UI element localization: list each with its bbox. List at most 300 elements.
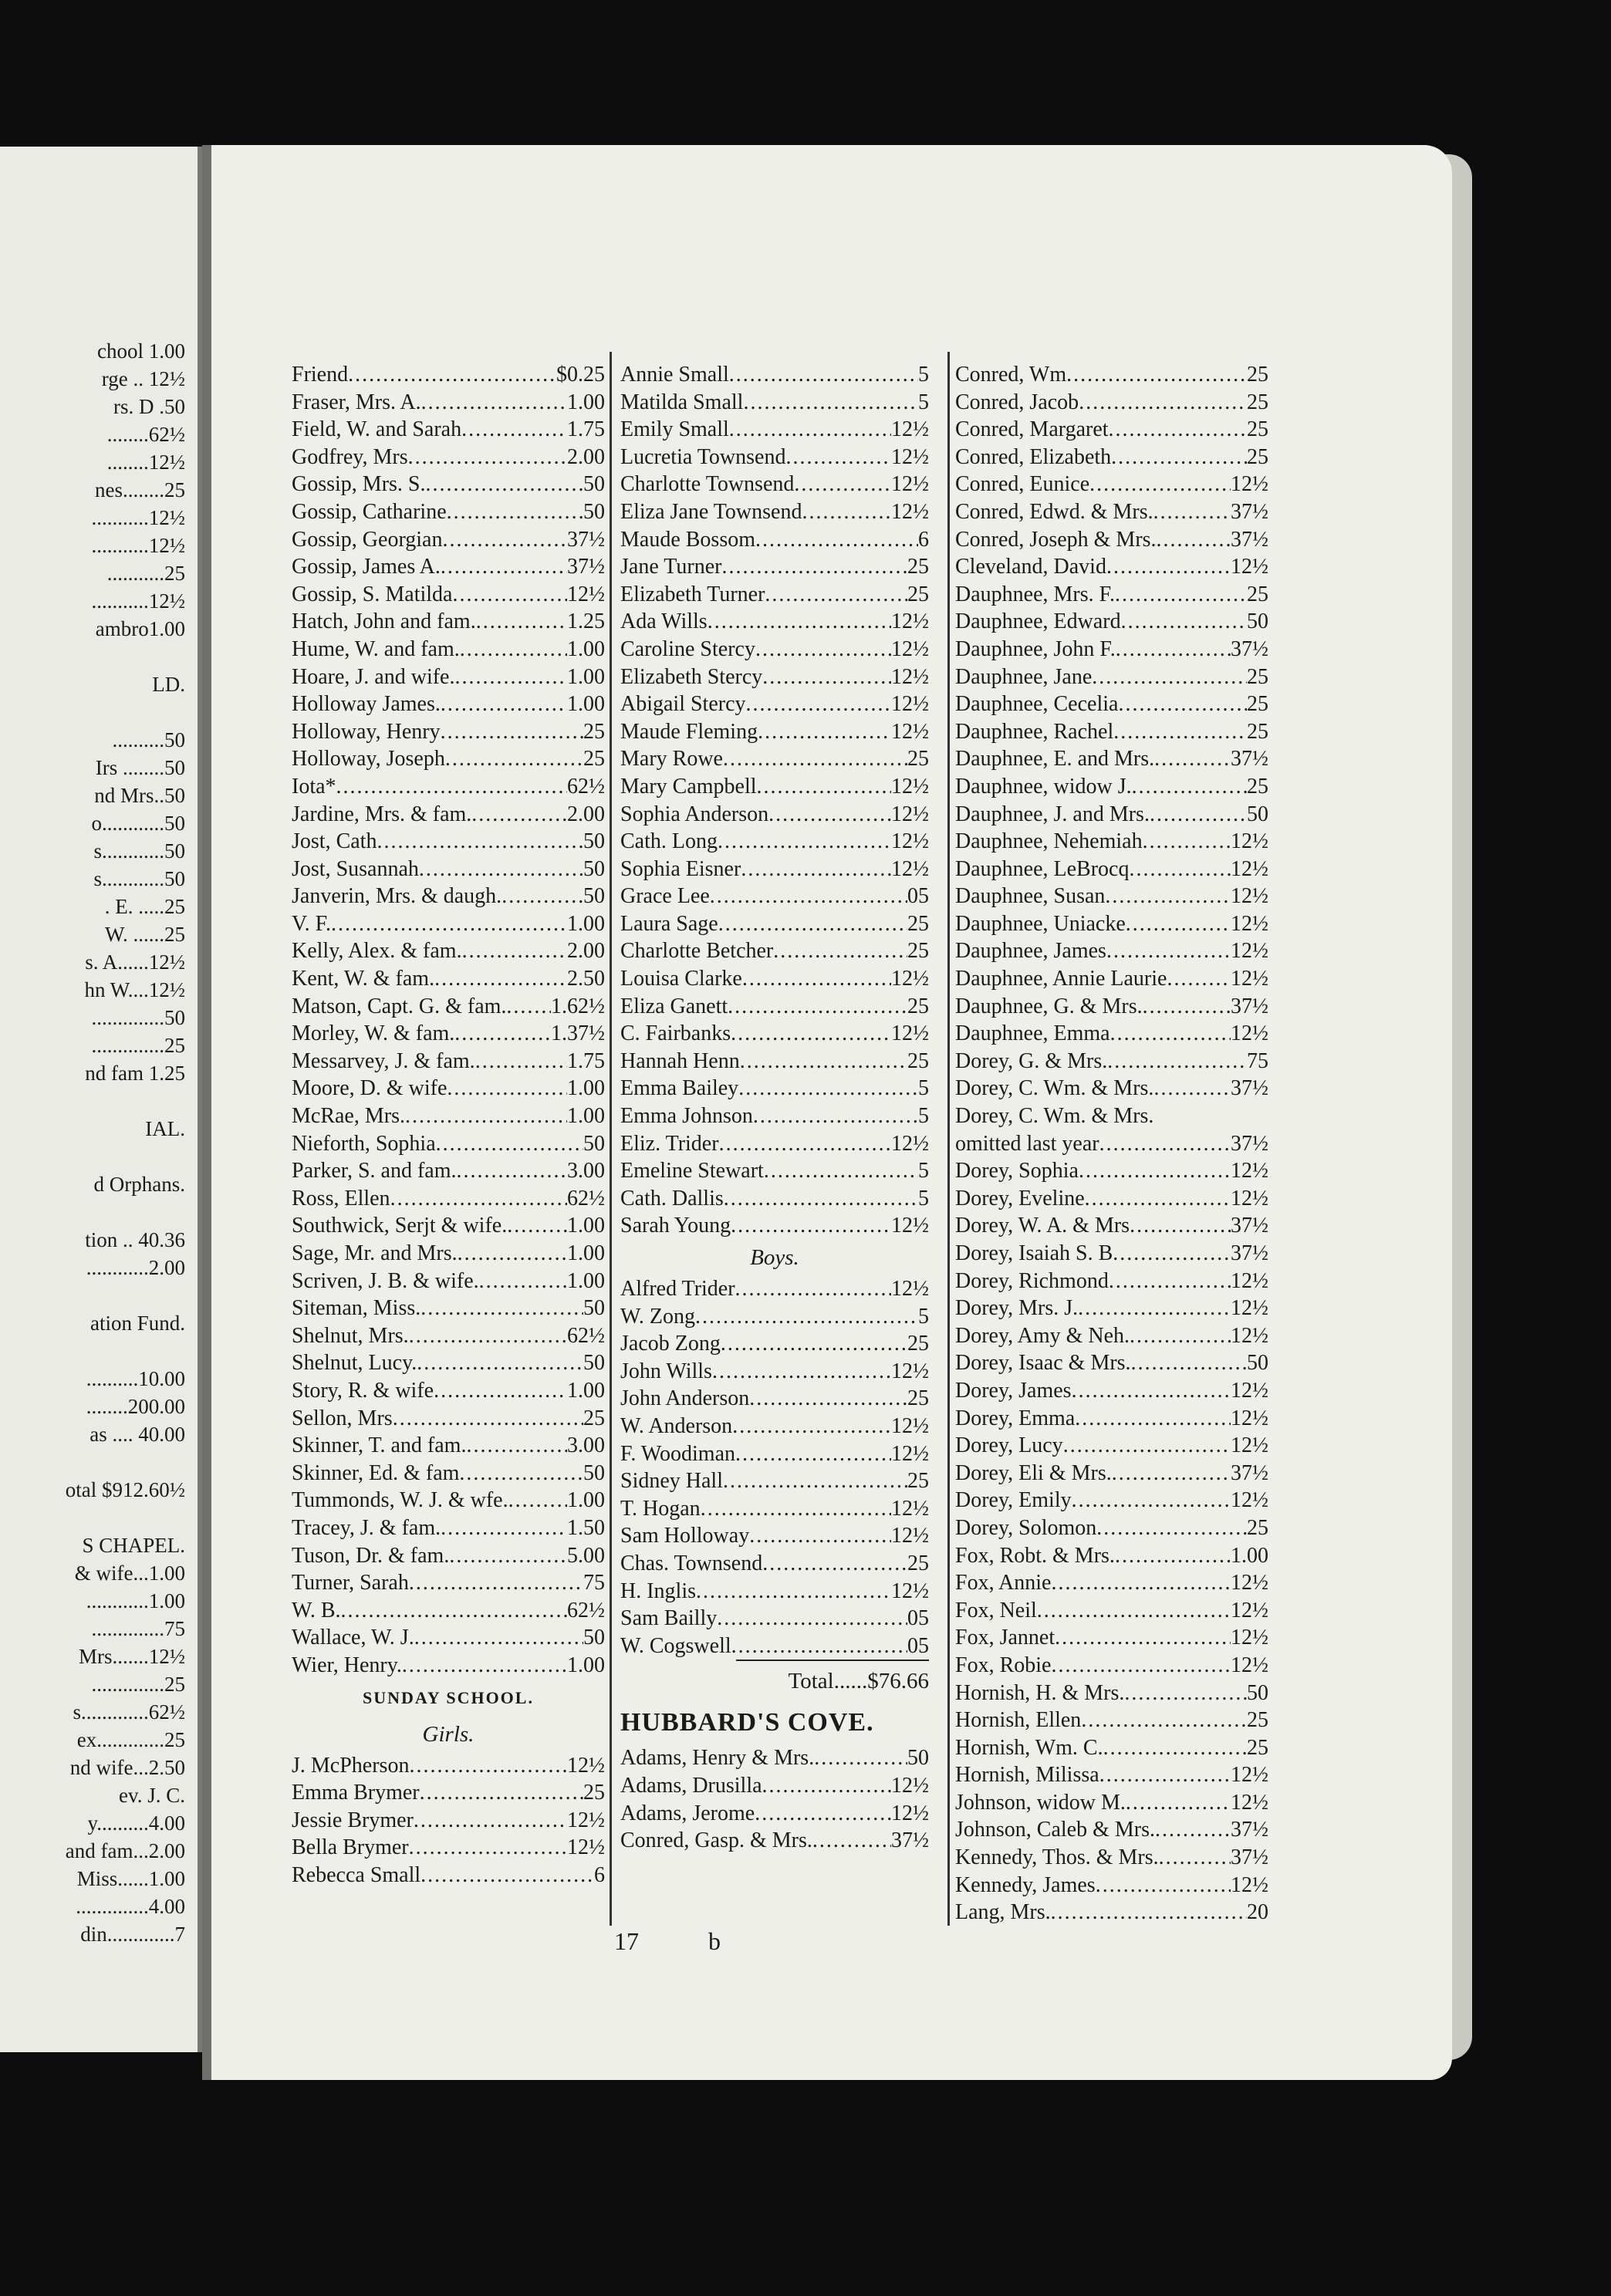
contribution-amount: 12½ [1231, 829, 1268, 854]
list-item [955, 1872, 1268, 1899]
leader-dots [1153, 1075, 1231, 1102]
list-item [620, 1413, 929, 1440]
contribution-amount: 12½ [1231, 1296, 1268, 1321]
list-item [620, 910, 929, 938]
list-item [292, 937, 605, 965]
list-item [620, 1467, 929, 1495]
contributor-name: Siteman, Miss. [292, 1296, 421, 1321]
list-item [620, 1330, 929, 1358]
list-item [955, 1405, 1268, 1433]
leader-dots [1063, 1432, 1231, 1460]
contribution-amount: 12½ [891, 967, 929, 991]
contributor-name: McRae, Mrs. [292, 1104, 405, 1129]
contribution-amount: 12½ [891, 499, 929, 524]
leader-dots [452, 581, 567, 609]
contribution-amount: 12½ [567, 1808, 605, 1832]
list-item [292, 498, 605, 526]
left-page-line: hn W....12½ [84, 978, 185, 1001]
list-item [620, 937, 929, 965]
left-page-line: Mrs.......12½ [78, 1645, 185, 1668]
contribution-amount: 1.00 [567, 1378, 605, 1403]
list-item [955, 389, 1268, 417]
leader-dots [721, 1330, 907, 1358]
contributor-name: Adams, Drusilla [620, 1773, 762, 1798]
leader-dots [753, 1102, 918, 1130]
left-page-line: ..........50 [112, 728, 185, 751]
contributor-name: Conred, Elizabeth [955, 444, 1112, 469]
contribution-amount: 50 [583, 1131, 605, 1156]
contributor-name: Jardine, Mrs. & fam. [292, 802, 472, 826]
contribution-amount: 6 [918, 527, 929, 552]
list-item [620, 1185, 929, 1213]
contributor-name: Cath. Long [620, 829, 718, 854]
contribution-amount: 12½ [1231, 911, 1268, 936]
list-item [955, 1295, 1268, 1322]
contributor-name: Nieforth, Sophia [292, 1131, 436, 1156]
contributor-name: Parker, S. and fam. [292, 1159, 457, 1183]
leader-dots [735, 1275, 891, 1303]
contribution-amount: 25 [907, 1469, 929, 1494]
list-item [620, 1522, 929, 1550]
contribution-amount: 25 [1247, 582, 1268, 606]
contribution-amount: 25 [583, 1406, 605, 1430]
contributor-name: Dorey, Emily [955, 1488, 1072, 1513]
list-item [955, 1542, 1268, 1570]
leader-dots [1107, 1048, 1247, 1075]
contribution-amount: 25 [907, 582, 929, 606]
leader-dots [1118, 690, 1247, 718]
leader-dots [471, 801, 567, 829]
contribution-amount: 5 [918, 363, 929, 387]
contributor-name: Gossip, Georgian [292, 527, 443, 552]
list-item [955, 1185, 1268, 1213]
contribution-amount: 12½ [1231, 555, 1268, 579]
left-page-line: tion .. 40.36 [85, 1228, 185, 1251]
list-item [292, 389, 605, 417]
contributor-name: J. McPherson [292, 1753, 410, 1778]
leader-dots [1075, 1405, 1231, 1433]
contribution-amount: 25 [907, 747, 929, 772]
list-item [620, 608, 929, 636]
contribution-amount: 12½ [1231, 1323, 1268, 1348]
leader-dots [1143, 828, 1231, 856]
contributor-name: Dorey, Isaac & Mrs. [955, 1351, 1131, 1376]
list-item [292, 663, 605, 691]
contribution-amount: 37½ [1231, 527, 1268, 552]
leader-dots [479, 1268, 567, 1295]
contributor-name: Dorey, C. Wm. & Mrs. [955, 1104, 1154, 1129]
contribution-amount: 6 [594, 1862, 605, 1887]
contributor-name: Iota* [292, 774, 336, 799]
left-page-line: Irs ........50 [95, 756, 185, 779]
contributor-name: Ada Wills [620, 609, 708, 634]
leader-dots [419, 856, 583, 883]
left-page-line: s. A......12½ [85, 950, 185, 974]
contribution-amount: 12½ [1231, 967, 1268, 991]
contributor-name: Sidney Hall [620, 1469, 723, 1494]
leader-dots [1111, 444, 1247, 471]
contribution-amount: 12½ [891, 1801, 929, 1825]
list-item [620, 1800, 929, 1828]
leader-dots [755, 526, 918, 554]
contributor-name: Hume, W. and fam. [292, 636, 460, 661]
leader-dots [762, 663, 891, 691]
contribution-amount: 50 [1247, 609, 1268, 634]
column-1-entries [292, 361, 605, 1680]
list-item [955, 663, 1268, 691]
contributor-name: Shelnut, Lucy. [292, 1351, 417, 1376]
contribution-amount: 12½ [1231, 1626, 1268, 1650]
contribution-amount: 62½ [567, 1186, 605, 1210]
contributor-name: Fox, Jannet [955, 1626, 1055, 1650]
contribution-amount: 12½ [891, 444, 929, 469]
contributor-name: Maude Fleming [620, 719, 758, 744]
contributor-name: Gossip, Mrs. S. [292, 472, 426, 497]
contribution-amount: 1.00 [567, 1653, 605, 1677]
contribution-amount: 5 [918, 1159, 929, 1183]
leader-dots [1085, 1185, 1231, 1213]
contributor-name: Bella Brymer [292, 1835, 409, 1860]
list-item [292, 910, 605, 938]
contributor-name: Friend [292, 363, 349, 387]
list-item [292, 1020, 605, 1048]
contribution-amount: 12½ [891, 1131, 929, 1156]
leader-dots [746, 690, 891, 718]
list-item [620, 1385, 929, 1413]
left-page-line: IAL. [145, 1117, 185, 1140]
list-item [620, 1075, 929, 1102]
list-item [292, 718, 605, 746]
leader-dots [1154, 745, 1231, 773]
left-page-line: W. ......25 [104, 923, 185, 946]
contributor-name: Jacob Zong [620, 1332, 721, 1356]
leader-dots [1159, 1844, 1231, 1872]
list-item [955, 883, 1268, 910]
contributor-name: Dauphnee, Jane [955, 664, 1093, 689]
list-item [620, 965, 929, 993]
contribution-amount: 3.00 [567, 1159, 605, 1183]
leader-dots [743, 389, 918, 417]
list-item [292, 1542, 605, 1570]
contributor-name: C. Fairbanks [620, 1021, 731, 1046]
list-item [620, 1102, 929, 1130]
contributor-name: Tracey, J. & fam. [292, 1515, 441, 1540]
contribution-amount: 25 [583, 719, 605, 744]
leader-dots [1051, 1652, 1231, 1680]
list-item [292, 1862, 605, 1889]
contribution-amount: 2.00 [567, 939, 605, 964]
contributor-name: Godfrey, Mrs [292, 444, 408, 469]
leader-dots [740, 1048, 907, 1075]
contribution-amount: 37½ [1231, 994, 1268, 1018]
contributor-name: Conred, Jacob [955, 390, 1079, 414]
left-page-fragment [0, 147, 208, 2052]
contributor-name: Gossip, James A. [292, 555, 441, 579]
contributor-name: Maude Bossom [620, 527, 755, 552]
left-page-line [0, 1504, 185, 1531]
contributor-name: Grace Lee [620, 884, 710, 909]
contributor-name: Dorey, G. & Mrs. [955, 1048, 1108, 1073]
contribution-amount: 12½ [1231, 1433, 1268, 1458]
left-page-line: o............50 [91, 812, 185, 835]
left-page-line: ev. J. C. [119, 1784, 185, 1807]
leader-dots [708, 608, 891, 636]
list-item [955, 1157, 1268, 1185]
list-item [955, 361, 1268, 389]
contribution-amount: 37½ [891, 1828, 929, 1853]
list-item [292, 1102, 605, 1130]
contribution-amount: 1.00 [567, 1488, 605, 1513]
contributor-name: Dauphnee, widow J. [955, 774, 1132, 799]
leader-dots [794, 471, 891, 498]
list-item [955, 910, 1268, 938]
contribution-amount: 37½ [1231, 747, 1268, 772]
contributor-name: Kent, W. & fam. [292, 967, 435, 991]
leader-dots [710, 883, 907, 910]
left-page-line: as .... 40.00 [90, 1423, 185, 1446]
list-item [955, 1460, 1268, 1487]
contribution-amount: 1.25 [567, 609, 605, 634]
contributor-name: Hannah Henn [620, 1048, 740, 1073]
leader-dots [735, 1440, 891, 1468]
contributor-name: Jessie Brymer [292, 1808, 414, 1832]
leader-dots [1129, 856, 1231, 883]
list-item [955, 856, 1268, 883]
contribution-amount: 12½ [567, 1835, 605, 1860]
leader-dots [408, 444, 567, 471]
contribution-amount: 25 [1247, 363, 1268, 387]
contribution-amount: 25 [907, 555, 929, 579]
contributor-name: Fox, Annie [955, 1571, 1052, 1595]
leader-dots [1153, 498, 1231, 526]
list-item [955, 1377, 1268, 1405]
contributor-name: Mary Campbell [620, 774, 757, 799]
contribution-amount: 37½ [1231, 636, 1268, 661]
contribution-amount: 12½ [891, 719, 929, 744]
list-item [292, 636, 605, 663]
left-page-line: & wife...1.00 [74, 1562, 185, 1585]
leader-dots [1099, 1130, 1231, 1158]
leader-dots [701, 1495, 891, 1523]
left-page-line: ..............25 [91, 1034, 185, 1057]
contribution-amount: 2.00 [567, 444, 605, 469]
leader-dots [462, 937, 567, 965]
list-item [620, 1358, 929, 1386]
boys-entries [620, 1275, 929, 1660]
contribution-amount: 12½ [1231, 1406, 1268, 1430]
leader-dots [434, 1377, 567, 1405]
contributor-name: Hatch, John and fam. [292, 609, 476, 634]
contributor-name: Scriven, J. B. & wife. [292, 1268, 479, 1293]
contribution-amount: 12½ [1231, 1268, 1268, 1293]
leader-dots [731, 1633, 907, 1660]
list-item [292, 608, 605, 636]
list-item [955, 1597, 1268, 1625]
leader-dots [1113, 1240, 1231, 1268]
contribution-amount: 1.37½ [551, 1021, 605, 1046]
contribution-amount: 25 [1247, 692, 1268, 717]
list-item [292, 883, 605, 910]
list-item [620, 993, 929, 1021]
list-item [955, 1130, 1268, 1158]
list-item [955, 993, 1268, 1021]
leader-dots [402, 1652, 567, 1680]
leader-dots [1167, 965, 1231, 993]
contributor-name: Dauphnee, LeBrocq [955, 856, 1130, 881]
contributor-name: Adams, Jerome [620, 1801, 755, 1825]
contribution-amount: 25 [1247, 1708, 1268, 1733]
leader-dots [409, 1834, 567, 1862]
column-3-entries [955, 361, 1268, 1926]
leader-dots [442, 526, 567, 554]
contributor-name: W. Zong [620, 1304, 695, 1329]
list-item [955, 1349, 1268, 1377]
contributor-name: Dauphnee, Nehemiah [955, 829, 1143, 854]
leader-dots [1115, 1542, 1231, 1570]
left-page-line: LD. [152, 673, 185, 696]
list-item [620, 828, 929, 856]
list-item [620, 498, 929, 526]
contribution-amount: 37½ [567, 555, 605, 579]
leader-dots [814, 1744, 907, 1772]
leader-dots [441, 690, 567, 718]
contribution-amount: 12½ [891, 472, 929, 497]
leader-dots [749, 1385, 907, 1413]
contributor-name: Caroline Stercy [620, 636, 755, 661]
contribution-amount: 1.00 [1231, 1543, 1268, 1568]
left-page-line: ........12½ [106, 451, 185, 474]
contributor-name: Alfred Trider [620, 1277, 735, 1301]
contribution-amount: 12½ [1231, 1186, 1268, 1210]
list-item [292, 1268, 605, 1295]
contributor-name: Johnson, widow M. [955, 1790, 1126, 1815]
leader-dots [723, 1467, 907, 1495]
contribution-amount: 12½ [1231, 1872, 1268, 1897]
contribution-amount: 50 [583, 856, 605, 881]
leader-dots [475, 1048, 567, 1075]
contributor-name: Dauphnee, Annie Laurie [955, 967, 1167, 991]
contribution-amount: 37½ [1231, 1845, 1268, 1870]
list-item [292, 856, 605, 883]
list-item [955, 1212, 1268, 1240]
list-item [955, 1816, 1268, 1844]
leader-dots [729, 361, 918, 389]
list-item [292, 471, 605, 498]
left-page-line: ..............75 [91, 1617, 185, 1640]
list-item [620, 1303, 929, 1331]
list-item [292, 690, 605, 718]
contributor-name: W. B. [292, 1598, 341, 1622]
leader-dots [420, 1295, 583, 1322]
contributor-name: Southwick, Serjt & wife. [292, 1214, 508, 1238]
list-item [292, 1075, 605, 1102]
list-item [955, 1569, 1268, 1597]
list-item [955, 498, 1268, 526]
contribution-amount: 50 [583, 1626, 605, 1650]
leader-dots [1155, 1816, 1231, 1844]
contribution-amount: 12½ [891, 664, 929, 689]
list-item [955, 416, 1268, 444]
contribution-amount: 12½ [891, 1524, 929, 1548]
list-item [955, 1789, 1268, 1817]
contribution-amount: 25 [1247, 1735, 1268, 1760]
leader-dots [393, 1405, 583, 1433]
contribution-amount: 50 [583, 1296, 605, 1321]
contributor-name: Dorey, Eveline [955, 1186, 1085, 1210]
contributor-name: Annie Small [620, 363, 729, 387]
list-item [955, 1761, 1268, 1789]
leader-dots [762, 1772, 891, 1800]
leader-dots [696, 1578, 891, 1606]
list-item [955, 1322, 1268, 1350]
contributor-name: Cleveland, David [955, 555, 1106, 579]
contributor-name: Rebecca Small [292, 1862, 421, 1887]
leader-dots [420, 1862, 594, 1889]
leader-dots [731, 1212, 891, 1240]
list-item [955, 745, 1268, 773]
list-item [292, 965, 605, 993]
contribution-amount: 12½ [1231, 1488, 1268, 1513]
contribution-amount: 12½ [1231, 1598, 1268, 1622]
list-item [292, 1377, 605, 1405]
leader-dots [417, 1349, 583, 1377]
leader-dots [1126, 1789, 1231, 1817]
contribution-amount: 1.75 [567, 417, 605, 442]
contributor-name: Jost, Cath [292, 829, 377, 854]
contributor-name: Lucretia Townsend [620, 444, 786, 469]
leader-dots [348, 361, 556, 389]
list-item [620, 1744, 929, 1772]
contributor-name: John Wills [620, 1359, 712, 1383]
contributor-name: Sellon, Mrs [292, 1406, 393, 1430]
leader-dots [1092, 663, 1247, 691]
list-item [955, 1680, 1268, 1707]
left-page-line [0, 1338, 185, 1365]
list-item [620, 1550, 929, 1578]
leader-dots [1089, 471, 1231, 498]
list-item [620, 801, 929, 829]
left-page-line: Miss......1.00 [76, 1867, 185, 1890]
contributor-name: Matilda Small [620, 390, 744, 414]
left-page-line: ...........25 [106, 562, 185, 585]
left-page-line: . E. .....25 [104, 895, 185, 918]
contributor-name: Dorey, Emma [955, 1406, 1076, 1430]
contributor-name: Sam Bailly [620, 1606, 718, 1631]
column-2-entries [620, 361, 929, 1240]
leader-dots [441, 718, 583, 746]
contributor-name: Dauphnee, Mrs. F. [955, 582, 1115, 606]
contribution-amount: 1.00 [567, 636, 605, 661]
list-item [620, 553, 929, 581]
leader-dots [785, 444, 891, 471]
leader-dots [738, 1075, 918, 1102]
list-item [292, 1834, 605, 1862]
contributor-name: Dauphnee, Edward [955, 609, 1121, 634]
contribution-amount: 1.62½ [551, 994, 605, 1018]
leader-dots [1051, 1899, 1247, 1926]
contributor-name: Emeline Stewart [620, 1159, 764, 1183]
contribution-amount: 1.50 [567, 1515, 605, 1540]
contributor-name: Ross, Ellen [292, 1186, 390, 1210]
contributor-name: Emma Johnson [620, 1104, 753, 1129]
list-item [292, 1569, 605, 1597]
contribution-amount: 37½ [567, 527, 605, 552]
left-page-line: ambro1.00 [95, 617, 185, 640]
contributor-name: H. Inglis [620, 1578, 696, 1603]
contributor-name: W. Cogswell [620, 1633, 731, 1658]
leader-dots [1105, 883, 1231, 910]
leader-dots [1106, 553, 1231, 581]
